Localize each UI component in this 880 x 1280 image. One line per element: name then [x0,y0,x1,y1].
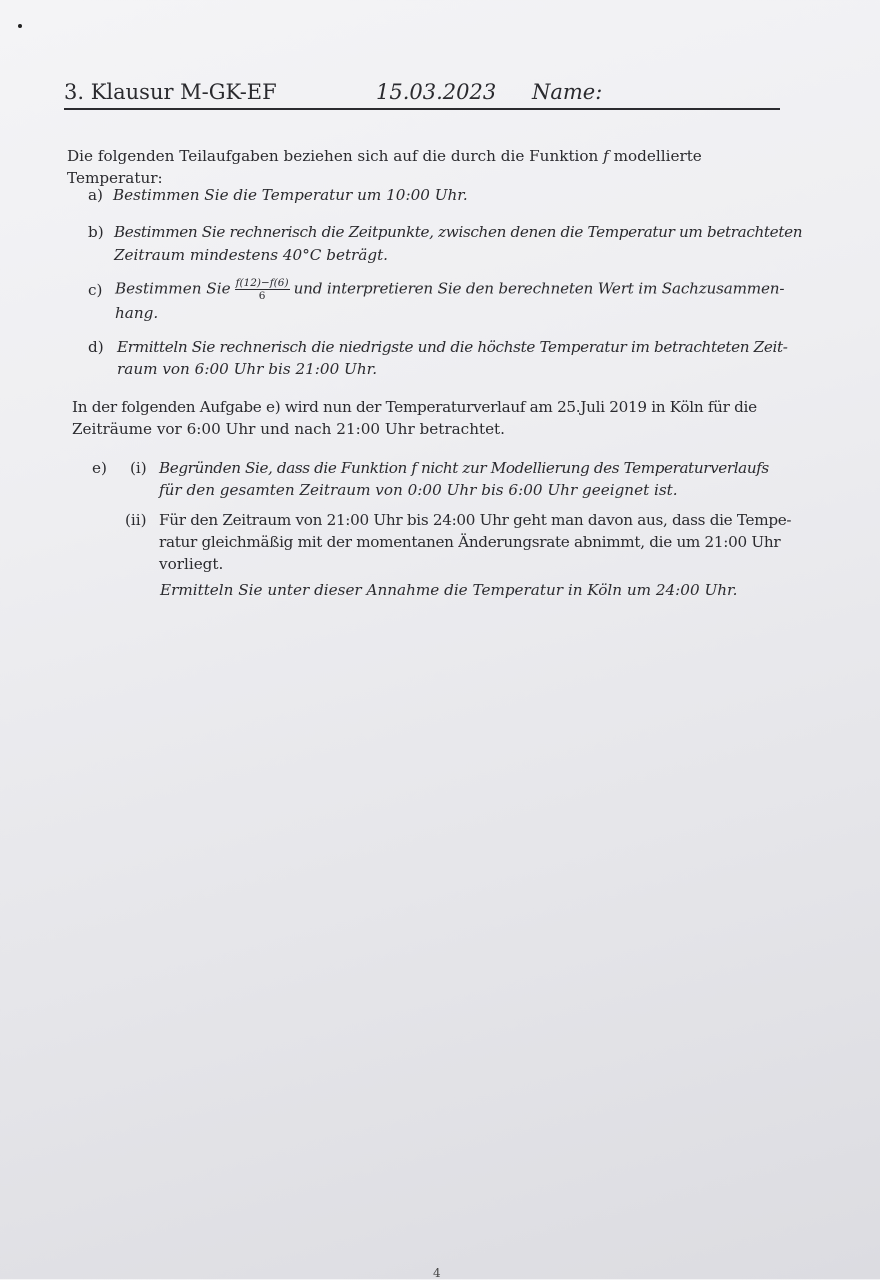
task-b-line2: Zeitraum mindestens 40°C beträgt. [114,246,389,264]
task-e-ii-line1: Für den Zeitraum von 21:00 Uhr bis 24:00 Uhr geht man davon aus, dass die Tempe- [159,511,792,529]
task-b-line1: Bestimmen Sie rechnerisch die Zeitpunkte, zwischen denen die Temperatur um betrachteten [114,223,803,241]
task-e-i-line1: Begründen Sie, dass die Funktion f nicht zur Modellierung des Temperaturverlaufs [159,459,769,477]
task-b-label: b) [88,223,104,241]
task-e-ii-line4: Ermitteln Sie unter dieser Annahme die Temperatur in Köln um 24:00 Uhr. [160,581,738,599]
task-d-line2: raum von 6:00 Uhr bis 21:00 Uhr. [117,360,378,378]
exam-title: 3. Klausur M-GK-EF [64,80,277,104]
name-label: Name: [532,80,603,104]
task-c-post: und interpretieren Sie den berechneten Wert im Sachzusammen- [293,279,785,298]
task-a-label: a) [88,186,103,204]
task-c-pre: Bestimmen Sie [115,279,231,298]
task-e-ii-line3: vorliegt. [159,555,224,573]
task-c-label: c) [88,281,103,299]
task-e-label: e) [92,459,107,477]
fraction [235,277,290,302]
task-e-intro-line1: In der folgenden Aufgabe e) wird nun der Temperaturverlauf am 25.Juli 2019 in Köln für die [72,398,757,416]
task-e-ii-line2: ratur gleichmäßig mit der momentanen Änderungsrate abnimmt, die um 21:00 Uhr [159,533,781,551]
task-e-intro-line2: Zeiträume vor 6:00 Uhr und nach 21:00 Uhr betrachtet. [72,420,505,438]
intro-var: f [603,147,609,165]
task-d-label: d) [88,338,104,356]
exam-date: 15.03.2023 [376,80,497,104]
task-a-text: Bestimmen Sie die Temperatur um 10:00 Uhr. [113,186,468,204]
page-number: 4 [433,1266,441,1280]
intro-text [67,145,779,189]
paper-speck [18,24,22,28]
task-e-i-line2: für den gesamten Zeitraum von 0:00 Uhr bis 6:00 Uhr geeignet ist. [159,481,678,499]
intro-pre: Die folgenden Teilaufgaben beziehen sich auf die durch die Funktion [67,147,604,165]
fraction-numerator: f(12)−f(6) [235,277,289,289]
fraction-denominator: 6 [258,290,266,302]
exam-header [64,78,780,110]
task-e-ii-label: (ii) [125,511,147,529]
task-c-line2: hang. [115,304,159,322]
intro-post: modellierte Temperatur: [67,147,702,187]
task-e-i-label: (i) [130,459,147,477]
task-d-line1: Ermitteln Sie rechnerisch die niedrigste und die höchste Temperatur im betrachteten Zeit- [117,338,788,356]
